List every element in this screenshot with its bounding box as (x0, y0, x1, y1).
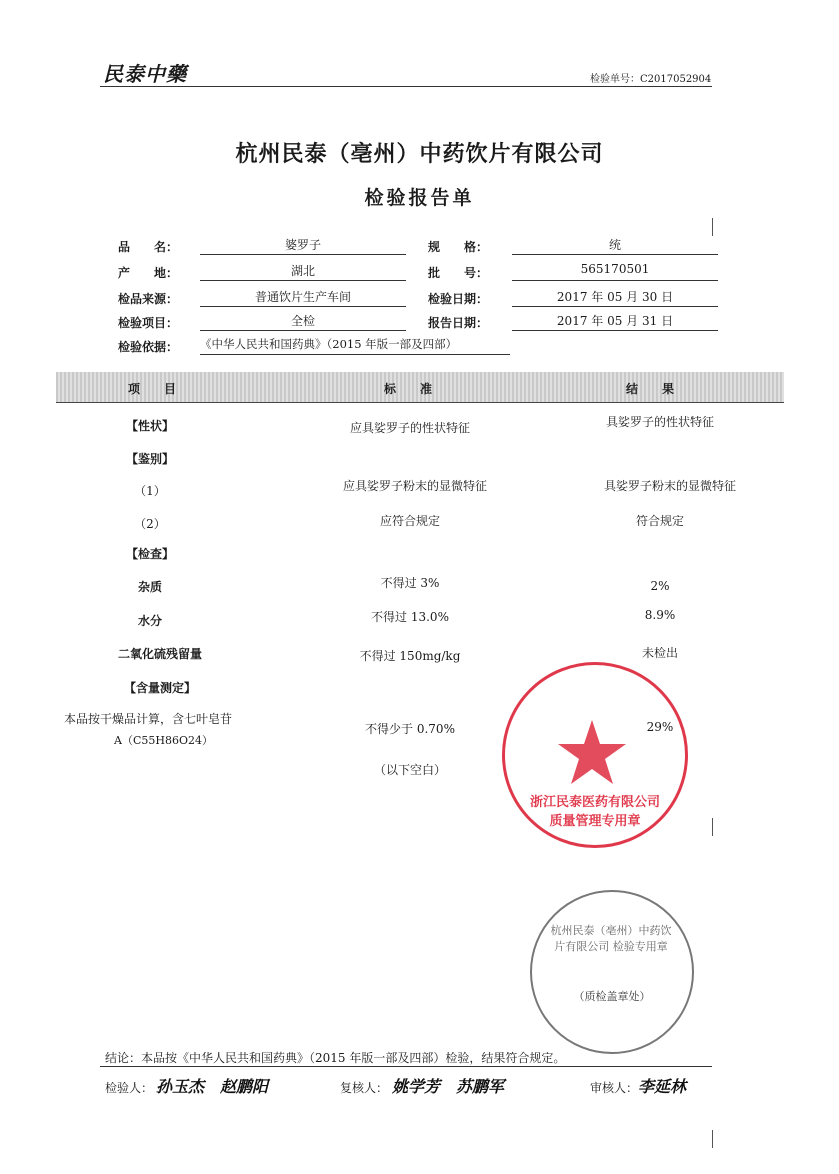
row-standard-impurity: 不得过 3% (380, 576, 440, 590)
row-item-moisture: 水分 (137, 614, 162, 628)
info-value-test-date: 2017 年 05 月 30 日 (512, 288, 718, 307)
row-item-identification: 【鉴别】 (125, 452, 174, 466)
info-value-name: 婆罗子 (200, 236, 406, 255)
row-result-ident-2: 符合规定 (635, 514, 684, 528)
row-result-ident-1: 具娑罗子粉末的显微特征 (603, 479, 736, 493)
header-divider (100, 86, 712, 87)
row-item-so2: 二氧化硫残留量 (117, 647, 202, 661)
row-item-ident-1: （1） (134, 484, 166, 498)
report-number: 检验单号：C2017052904 (590, 74, 712, 85)
row-result-impurity: 2% (650, 579, 670, 593)
info-value-items: 全检 (200, 312, 406, 331)
info-value-basis: 《中华人民共和国药典》（2015 年版一部及四部） (200, 336, 510, 355)
inspection-stamp-gray (530, 890, 694, 1054)
info-label-source: 检品来源： (118, 292, 179, 306)
info-value-source: 普通饮片生产车间 (200, 288, 406, 307)
col-header-result: 结 果 (626, 382, 675, 396)
info-value-report-date: 2017 年 05 月 31 日 (512, 312, 718, 331)
stamp-gray-text: 杭州民泰（亳州）中药饮片有限公司 检验专用章 (550, 924, 672, 953)
col-header-standard: 标 准 (384, 382, 433, 396)
quality-stamp-red (502, 662, 688, 848)
row-result-so2: 未检出 (641, 646, 678, 660)
inspector-label: 检验人： (105, 1081, 154, 1095)
row-item-ident-2: （2） (134, 517, 166, 531)
conclusion-text: 结论：本品按《中华人民共和国药典》（2015 年版一部及四部）检验，结果符合规定。 (105, 1051, 566, 1065)
stamp-red-text: 浙江民泰医药有限公司 质量管理专用章 (529, 795, 660, 829)
row-item-appearance: 【性状】 (125, 419, 174, 433)
row-result-moisture: 8.9% (644, 608, 676, 622)
approver-signature: 李延林 (638, 1077, 687, 1096)
info-label-origin: 产 地： (118, 266, 179, 280)
row-result-appearance: 具娑罗子的性状特征 (605, 415, 714, 429)
row-item-assay: 【含量测定】 (123, 681, 196, 695)
col-header-item: 项 目 (128, 382, 177, 396)
row-standard-ident-2: 应符合规定 (379, 514, 440, 528)
reviewer-signature: 姚学芳 苏鹏军 (392, 1077, 505, 1096)
info-label-report-date: 报告日期： (428, 316, 489, 330)
company-title: 杭州民泰（亳州）中药饮片有限公司 (235, 141, 604, 167)
info-label-name: 品 名： (118, 240, 179, 254)
stamp-gray-note: （质检盖章处） (573, 990, 651, 1003)
margin-tick (712, 818, 713, 836)
report-title: 检验报告单 (364, 187, 475, 209)
inspector-signature: 孙玉杰 赵鹏阳 (156, 1077, 269, 1096)
info-label-basis: 检验依据： (118, 340, 179, 354)
margin-tick (712, 218, 713, 236)
table-header-divider (56, 402, 784, 403)
margin-tick (712, 1130, 713, 1148)
footer-divider (100, 1066, 712, 1067)
row-standard-saponin: 不得少于 0.70% (365, 722, 455, 736)
row-standard-ident-1: 应具娑罗子粉末的显微特征 (342, 479, 487, 493)
info-label-items: 检验项目： (118, 316, 179, 330)
row-standard-moisture: 不得过 13.0% (371, 610, 449, 624)
approver-label: 审核人： (590, 1081, 639, 1095)
row-standard-appearance: 应具娑罗子的性状特征 (349, 421, 470, 435)
info-value-spec: 统 (512, 236, 718, 255)
reviewer-label: 复核人： (340, 1081, 389, 1095)
row-result-saponin: 29% (646, 720, 674, 734)
blank-note: （以下空白） (373, 763, 446, 777)
info-label-test-date: 检验日期： (428, 292, 489, 306)
row-standard-so2: 不得过 150mg/kg (359, 649, 461, 663)
row-item-impurity: 杂质 (137, 580, 162, 594)
row-item-saponin-formula: A（C55H86O24） (114, 734, 213, 747)
row-item-saponin: 本品按干燥品计算，含七叶皂苷 (64, 712, 233, 726)
info-value-batch: 565170501 (512, 262, 718, 281)
row-item-inspection: 【检查】 (125, 547, 174, 561)
company-logo: 民泰中藥 (103, 62, 187, 86)
info-value-origin: 湖北 (200, 262, 406, 281)
info-label-batch: 批 号： (428, 266, 489, 280)
info-label-spec: 规 格： (428, 240, 489, 254)
